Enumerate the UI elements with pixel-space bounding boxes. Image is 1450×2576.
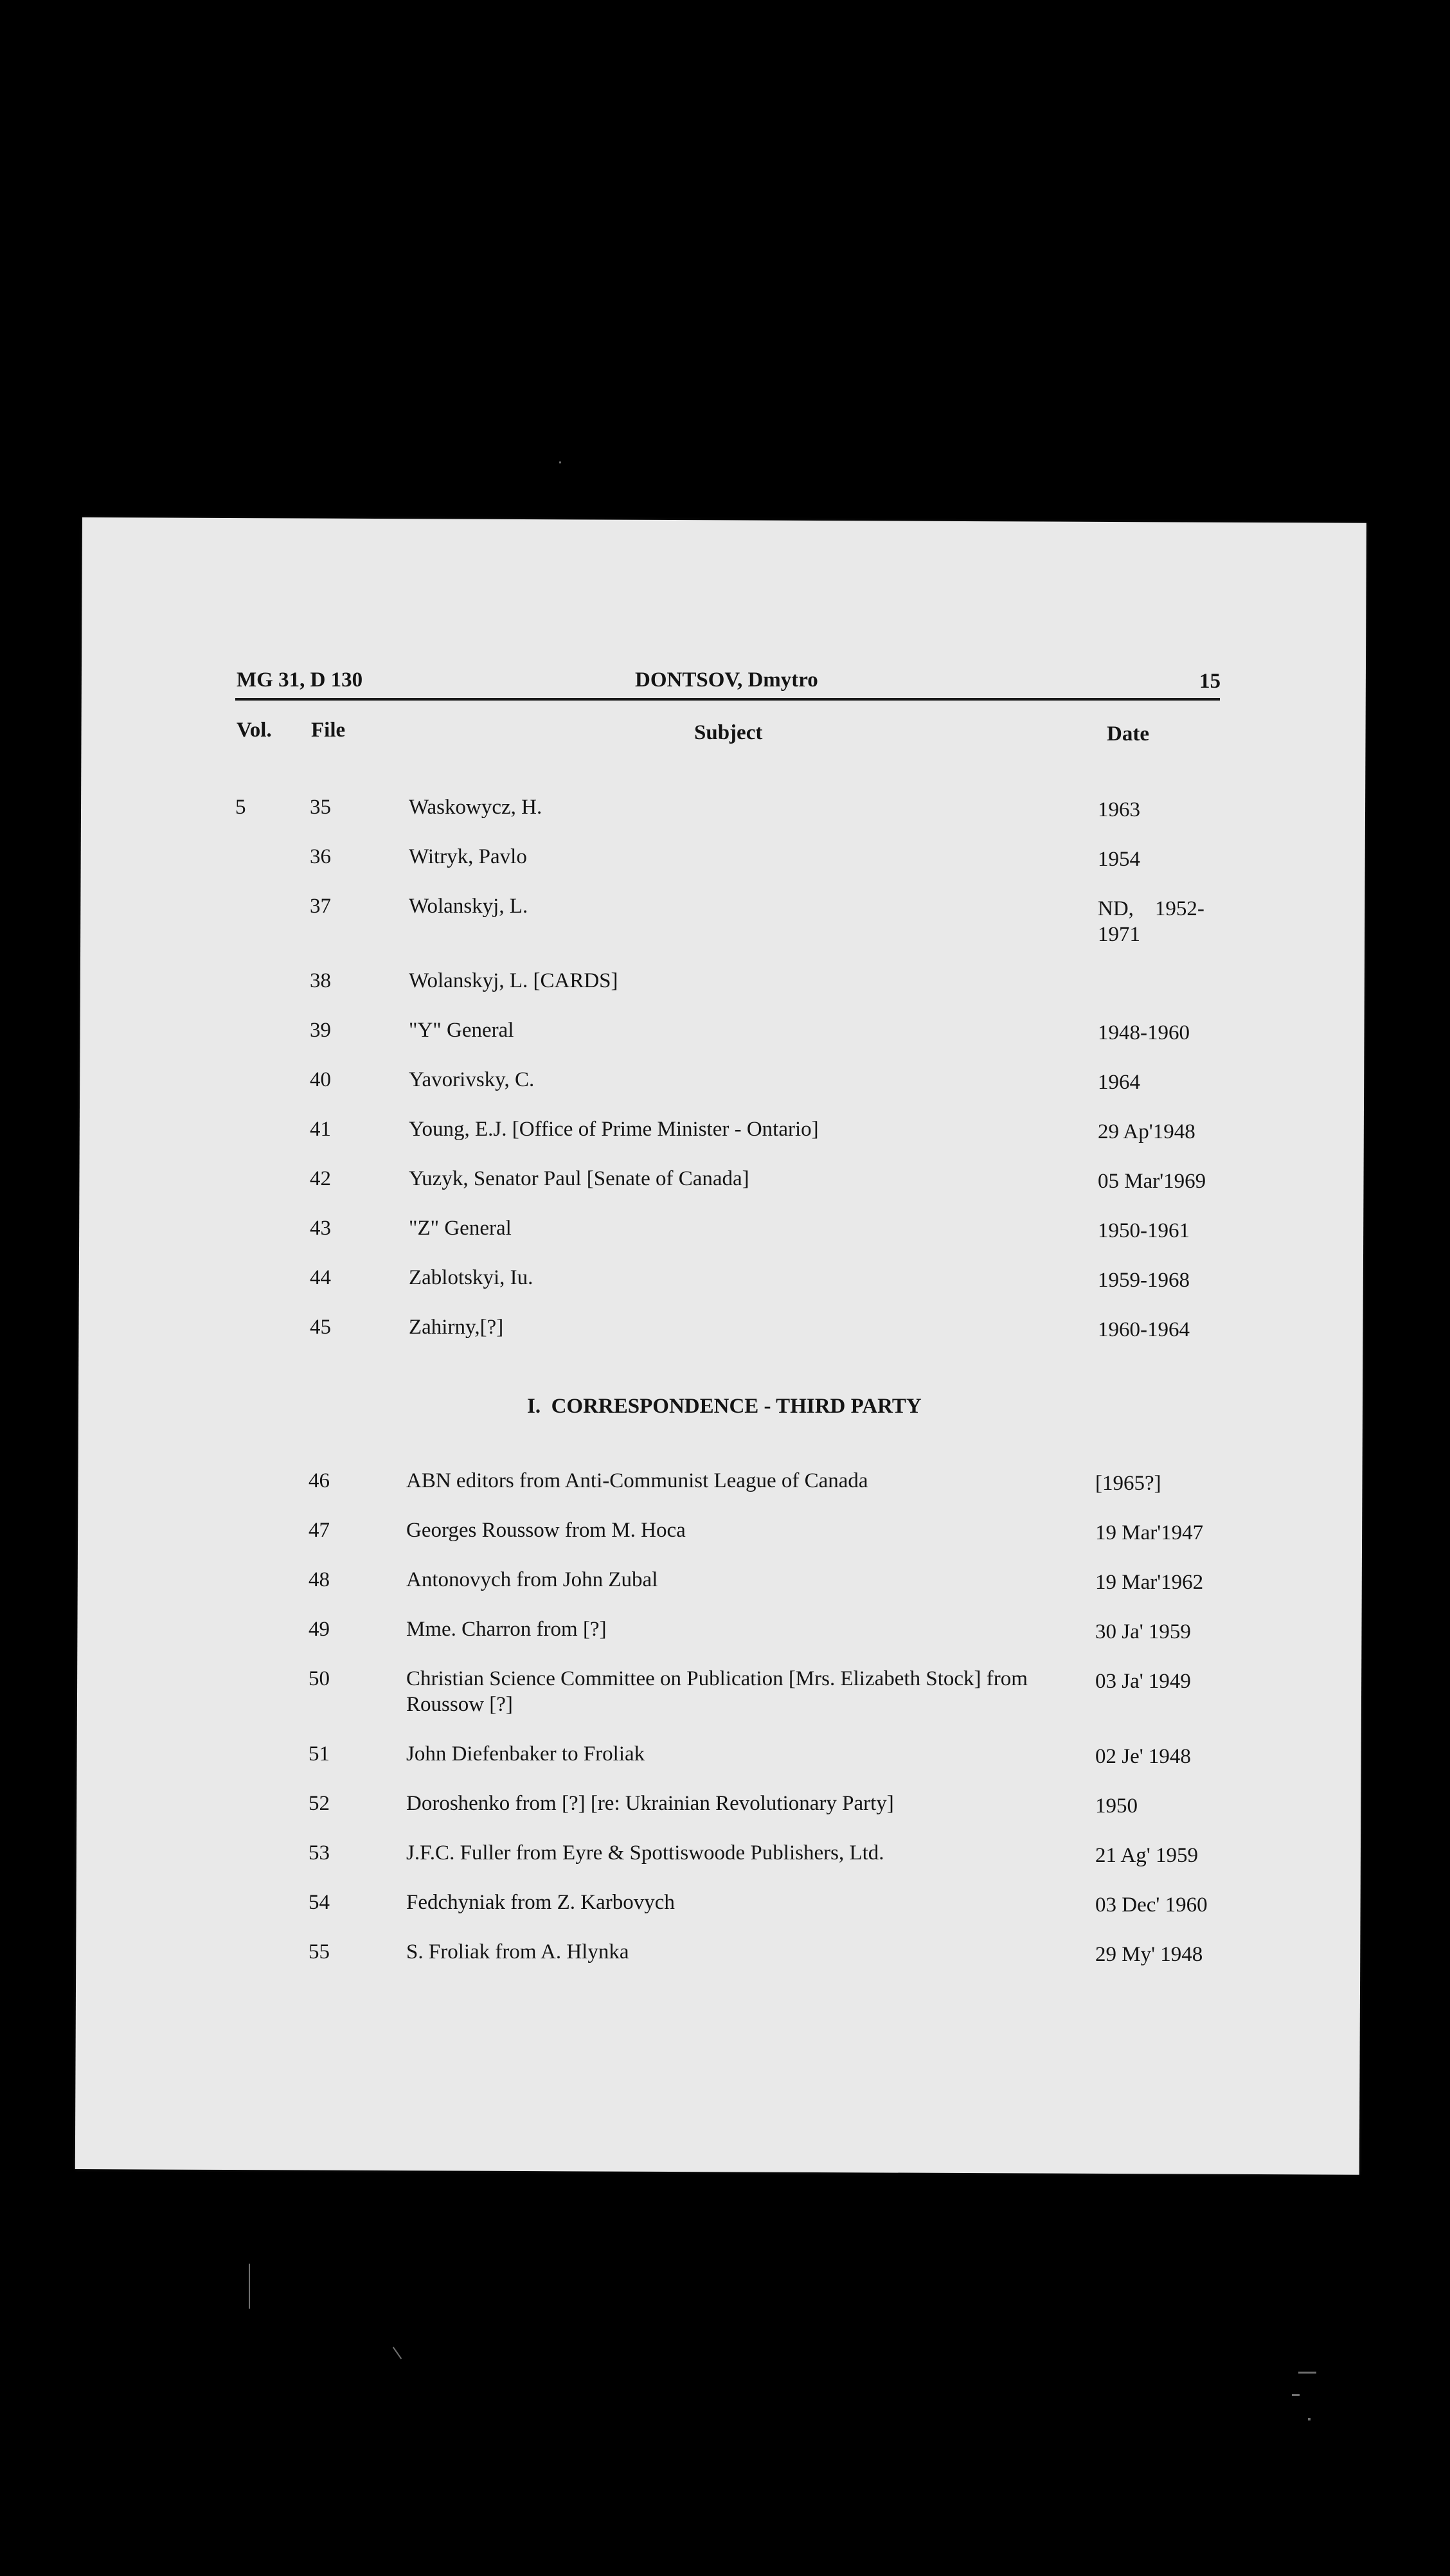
file-number: 48 [309, 1568, 330, 1591]
scan-speck [1292, 2394, 1300, 2396]
subject-text: ABN editors from Anti-Communist League of Canada [406, 1469, 868, 1492]
file-number: 36 [310, 845, 331, 868]
file-number: 44 [310, 1266, 331, 1289]
page-number: 15 [1199, 670, 1221, 693]
date-text: 1959-1968 [1098, 1269, 1190, 1292]
file-number: 40 [310, 1068, 331, 1091]
subject-text: Waskowycz, H. [409, 796, 542, 819]
file-number: 52 [309, 1792, 330, 1815]
file-number: 39 [310, 1019, 331, 1042]
subject-text: Young, E.J. [Office of Prime Minister - Ontario] [409, 1118, 819, 1141]
subject-text: J.F.C. Fuller from Eyre & Spottiswoode Publishers, Ltd. [406, 1841, 884, 1865]
subject-text: Zahirny,[?] [409, 1316, 504, 1339]
file-number: 55 [309, 1940, 330, 1963]
date-text: 02 Je' 1948 [1095, 1745, 1191, 1768]
scan-speck [393, 2347, 402, 2359]
subject-text: "Y" General [409, 1019, 514, 1042]
subject-text: Antonovych from John Zubal [406, 1568, 658, 1591]
date-text: 05 Mar'1969 [1098, 1170, 1206, 1193]
subject-text: Doroshenko from [?] [re: Ukrainian Revolutionary Party] [406, 1792, 894, 1815]
subject-text: Yavorivsky, C. [409, 1068, 535, 1091]
subject-text: Georges Roussow from M. Hoca [406, 1519, 686, 1542]
file-number: 51 [309, 1742, 330, 1766]
subject-text: Yuzyk, Senator Paul [Senate of Canada] [409, 1167, 749, 1190]
subject-text: Witryk, Pavlo [409, 845, 527, 868]
date-text: 29 My' 1948 [1095, 1943, 1203, 1966]
date-text: 19 Mar'1947 [1095, 1521, 1204, 1544]
subject-text: "Z" General [409, 1217, 512, 1240]
date-text: 1950-1961 [1098, 1219, 1190, 1242]
collection-reference: MG 31, D 130 [237, 668, 363, 692]
date-text: 1963 [1098, 798, 1140, 821]
subject-text: Wolanskyj, L. [409, 895, 528, 918]
date-text: 19 Mar'1962 [1095, 1571, 1204, 1594]
column-header-vol: Vol. [237, 719, 272, 742]
subject-text: John Diefenbaker to Froliak [406, 1742, 645, 1766]
file-number: 37 [310, 895, 331, 918]
scan-speck [559, 461, 561, 463]
column-header-file: File [311, 719, 346, 742]
date-text: 29 Ap'1948 [1098, 1120, 1195, 1143]
subject-text: Mme. Charron from [?] [406, 1618, 607, 1641]
date-text: ND, 1952- [1098, 897, 1204, 920]
date-text: 30 Ja' 1959 [1095, 1620, 1191, 1643]
file-number: 38 [310, 969, 331, 992]
column-header-date: Date [1107, 722, 1149, 746]
file-number: 53 [309, 1841, 330, 1865]
date-text: 03 Dec' 1960 [1095, 1893, 1208, 1917]
header-rule [235, 698, 1220, 701]
file-number: 54 [309, 1891, 330, 1914]
date-text: 1960-1964 [1098, 1318, 1190, 1341]
file-number: 43 [310, 1217, 331, 1240]
subject-text: Fedchyniak from Z. Karbovych [406, 1891, 675, 1914]
date-text: 1948-1960 [1098, 1021, 1190, 1044]
file-number: 46 [309, 1469, 330, 1492]
subject-text-continued: Roussow [?] [406, 1693, 513, 1716]
file-number: 50 [309, 1667, 330, 1690]
date-text: 1950 [1095, 1794, 1138, 1818]
date-text: 21 Ag' 1959 [1095, 1844, 1198, 1867]
subject-text: Zablotskyi, Iu. [409, 1266, 533, 1289]
subject-text: S. Froliak from A. Hlynka [406, 1940, 629, 1963]
scan-speck [1308, 2418, 1311, 2420]
fonds-title: DONTSOV, Dmytro [635, 668, 818, 692]
file-number: 45 [310, 1316, 331, 1339]
subject-text: Christian Science Committee on Publication [Mrs. Elizabeth Stock] from [406, 1667, 1028, 1690]
date-text-continued: 1971 [1098, 923, 1140, 946]
document-page [75, 517, 1366, 2175]
file-number: 42 [310, 1167, 331, 1190]
date-text: 1964 [1098, 1071, 1140, 1094]
file-number: 47 [309, 1519, 330, 1542]
date-text: 03 Ja' 1949 [1095, 1670, 1191, 1693]
date-text: [1965?] [1095, 1472, 1161, 1495]
volume-number: 5 [235, 796, 246, 819]
scan-speck [249, 2264, 250, 2309]
column-header-subject: Subject [694, 721, 763, 744]
subject-text: Wolanskyj, L. [CARDS] [409, 969, 618, 992]
section-heading: I. CORRESPONDENCE - THIRD PARTY [527, 1395, 922, 1418]
scan-speck [1298, 2372, 1316, 2374]
file-number: 49 [309, 1618, 330, 1641]
file-number: 35 [310, 796, 331, 819]
file-number: 41 [310, 1118, 331, 1141]
date-text: 1954 [1098, 848, 1140, 871]
